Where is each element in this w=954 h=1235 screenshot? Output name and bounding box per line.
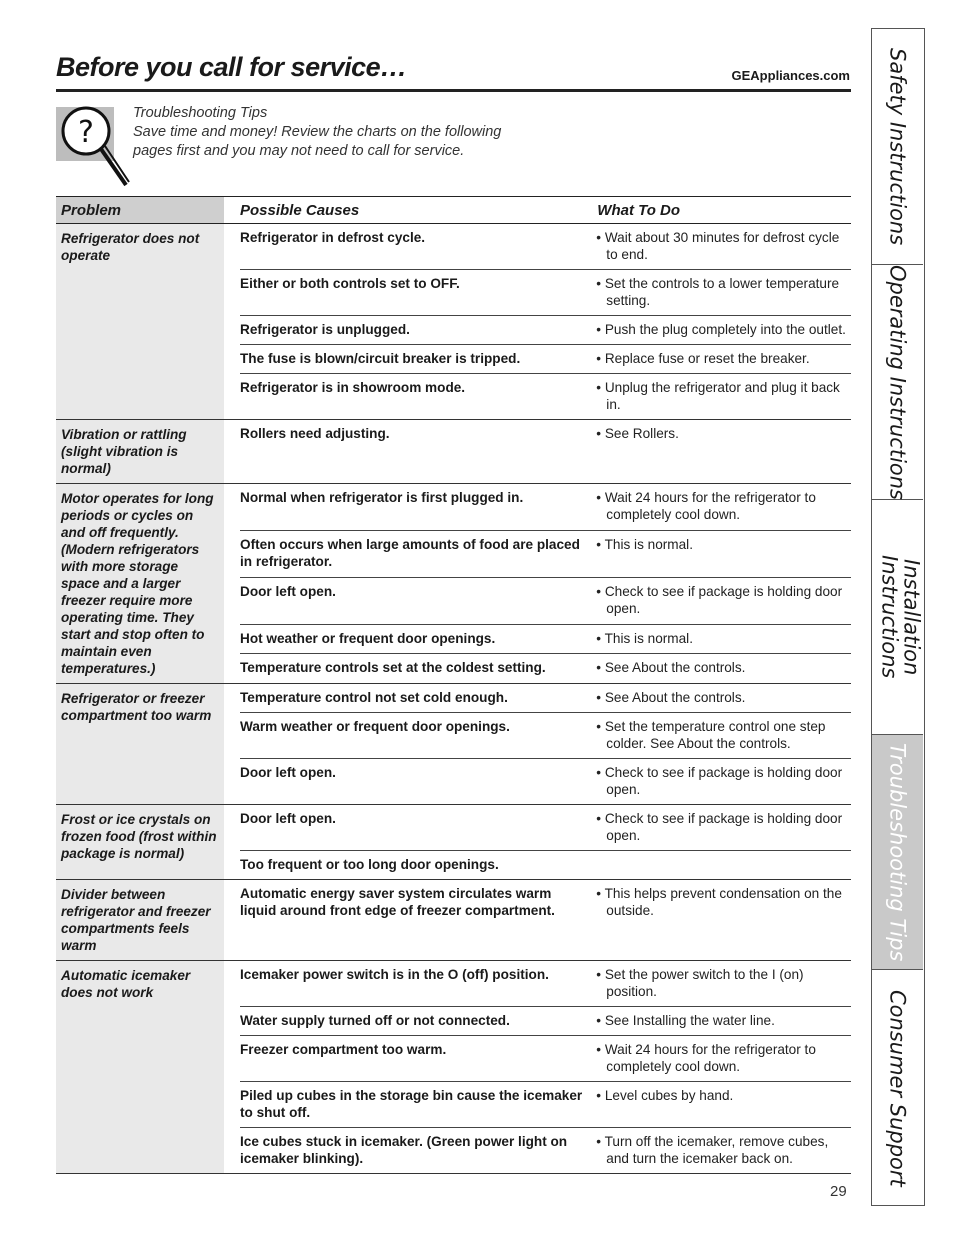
problem-cell: Refrigerator does not operate bbox=[56, 224, 224, 420]
cell-gap bbox=[224, 530, 240, 577]
cell-gap bbox=[224, 316, 240, 345]
cell-gap bbox=[224, 374, 240, 420]
cause-cell: Water supply turned off or not connected. bbox=[240, 1007, 592, 1036]
cell-gap bbox=[224, 961, 240, 1007]
cause-cell: Too frequent or too long door openings. bbox=[240, 851, 592, 880]
action-cell bbox=[592, 577, 851, 624]
cell-gap bbox=[224, 1128, 240, 1174]
page-number: 29 bbox=[830, 1183, 847, 1200]
cause-cell: Hot weather or frequent door openings. bbox=[240, 624, 592, 654]
cause-cell: Door left open. bbox=[240, 805, 592, 851]
action-text: • This helps prevent condensation on the outside. bbox=[596, 886, 842, 918]
header-what-to-do: What To Do bbox=[592, 197, 851, 224]
action-cell bbox=[592, 420, 851, 484]
tab-operating-instructions[interactable] bbox=[872, 265, 923, 500]
page-title: Before you call for service… bbox=[56, 52, 407, 82]
cause-cell: The fuse is blown/circuit breaker is tripped. bbox=[240, 345, 592, 374]
action-text: • Set the controls to a lower temperature setting. bbox=[596, 276, 840, 308]
problem-cell: Refrigerator or freezer compartment too warm bbox=[56, 684, 224, 805]
action-cell bbox=[592, 961, 851, 1007]
cause-cell: Refrigerator in defrost cycle. bbox=[240, 224, 592, 270]
table-row bbox=[56, 484, 851, 531]
cell-gap bbox=[224, 420, 240, 484]
cell-gap bbox=[224, 345, 240, 374]
tab-installation-instructions[interactable] bbox=[872, 500, 923, 735]
cell-gap bbox=[224, 880, 240, 961]
tab-label: Consumer Support bbox=[885, 989, 910, 1187]
action-cell bbox=[592, 713, 851, 759]
cause-cell: Freezer compartment too warm. bbox=[240, 1036, 592, 1082]
intro-text bbox=[133, 104, 501, 161]
cause-cell: Icemaker power switch is in the O (off) position. bbox=[240, 961, 592, 1007]
header-problem: Problem bbox=[56, 197, 224, 224]
cause-cell: Ice cubes stuck in icemaker. (Green power light on icemaker blinking). bbox=[240, 1128, 592, 1174]
table-row bbox=[56, 880, 851, 961]
tab-label: Installation Instructions bbox=[877, 555, 924, 679]
cause-cell: Temperature controls set at the coldest setting. bbox=[240, 654, 592, 684]
action-text: • Turn off the icemaker, remove cubes, and turn the icemaker back on. bbox=[596, 1134, 829, 1166]
table-row bbox=[56, 961, 851, 1007]
table-row bbox=[56, 805, 851, 851]
cause-cell: Often occurs when large amounts of food are placed in refrigerator. bbox=[240, 530, 592, 577]
table-row bbox=[56, 420, 851, 484]
cell-gap bbox=[224, 851, 240, 880]
tab-label: Safety Instructions bbox=[885, 47, 910, 246]
cause-cell: Door left open. bbox=[240, 577, 592, 624]
action-text: • Level cubes by hand. bbox=[596, 1088, 734, 1103]
action-cell bbox=[592, 530, 851, 577]
action-cell bbox=[592, 684, 851, 713]
action-cell bbox=[592, 654, 851, 684]
cell-gap bbox=[224, 1007, 240, 1036]
action-text: • This is normal. bbox=[596, 630, 693, 646]
cause-cell: Temperature control not set cold enough. bbox=[240, 684, 592, 713]
action-cell bbox=[592, 1128, 851, 1174]
cell-gap bbox=[224, 759, 240, 805]
cell-gap bbox=[224, 484, 240, 531]
title-rule bbox=[56, 89, 851, 92]
intro-line: Save time and money! Review the charts on the following bbox=[133, 124, 502, 140]
cell-gap bbox=[224, 713, 240, 759]
action-cell bbox=[592, 484, 851, 531]
problem-cell: Frost or ice crystals on frozen food (frost within package is normal) bbox=[56, 805, 224, 880]
action-text: • See About the controls. bbox=[596, 660, 746, 676]
action-text: • Push the plug completely into the outlet. bbox=[596, 322, 846, 337]
cause-cell: Door left open. bbox=[240, 759, 592, 805]
cause-cell: Refrigerator is unplugged. bbox=[240, 316, 592, 345]
intro-line: pages first and you may not need to call for service. bbox=[133, 143, 465, 159]
action-cell bbox=[592, 374, 851, 420]
intro-title: Troubleshooting Tips bbox=[133, 105, 268, 121]
action-text: • Set the power switch to the I (on) position. bbox=[596, 967, 804, 999]
cell-gap bbox=[224, 684, 240, 713]
tab-safety-instructions[interactable] bbox=[872, 29, 923, 265]
problem-cell: Divider between refrigerator and freezer compartments feels warm bbox=[56, 880, 224, 961]
cell-gap bbox=[224, 270, 240, 316]
action-cell bbox=[592, 345, 851, 374]
tab-consumer-support[interactable] bbox=[872, 970, 923, 1206]
cause-cell: Rollers need adjusting. bbox=[240, 420, 592, 484]
table-row bbox=[56, 684, 851, 713]
action-cell bbox=[592, 1036, 851, 1082]
action-cell bbox=[592, 270, 851, 316]
header-causes: Possible Causes bbox=[224, 197, 592, 224]
action-cell bbox=[592, 224, 851, 270]
action-text: • Replace fuse or reset the breaker. bbox=[596, 351, 810, 366]
action-text: • Check to see if package is holding door open. bbox=[596, 811, 843, 843]
cell-gap bbox=[224, 1036, 240, 1082]
action-cell bbox=[592, 1007, 851, 1036]
magnifier-question-icon bbox=[56, 103, 136, 189]
action-text: • This is normal. bbox=[596, 536, 693, 552]
cause-cell: Warm weather or frequent door openings. bbox=[240, 713, 592, 759]
troubleshooting-table bbox=[56, 196, 851, 1174]
action-text: • Wait about 30 minutes for defrost cycle to end. bbox=[596, 230, 840, 262]
table-row bbox=[56, 224, 851, 270]
tab-troubleshooting-tips[interactable] bbox=[872, 735, 923, 970]
action-text: • See About the controls. bbox=[596, 690, 746, 705]
tab-label: Troubleshooting Tips bbox=[885, 742, 910, 962]
problem-cell: Vibration or rattling (slight vibration is normal) bbox=[56, 420, 224, 484]
cause-cell: Automatic energy saver system circulates warm liquid around front edge of freezer compartment. bbox=[240, 880, 592, 961]
problem-cell: Automatic icemaker does not work bbox=[56, 961, 224, 1174]
action-cell bbox=[592, 316, 851, 345]
problem-cell: Motor operates for long periods or cycles on and off frequently. (Modern refrigerators with more storage space and a larger freezer require more operating time. They start and stop often to maintain even temperatures.) bbox=[56, 484, 224, 684]
action-text: • Unplug the refrigerator and plug it back in. bbox=[596, 380, 840, 412]
action-text: • Wait 24 hours for the refrigerator to completely cool down. bbox=[596, 490, 816, 522]
action-text: • Check to see if package is holding door open. bbox=[596, 765, 843, 797]
svg-text:?: ? bbox=[78, 115, 94, 150]
cell-gap bbox=[224, 624, 240, 654]
action-text: • Wait 24 hours for the refrigerator to completely cool down. bbox=[596, 1042, 816, 1074]
cause-cell: Refrigerator is in showroom mode. bbox=[240, 374, 592, 420]
action-text: • Check to see if package is holding door open. bbox=[596, 583, 843, 616]
section-tabs bbox=[871, 28, 925, 1206]
action-text: • Set the temperature control one step colder. See About the controls. bbox=[596, 719, 826, 751]
cell-gap bbox=[224, 1082, 240, 1128]
tab-label: Operating Instructions bbox=[885, 264, 910, 500]
action-cell bbox=[592, 851, 851, 880]
action-cell bbox=[592, 880, 851, 961]
cause-cell: Either or both controls set to OFF. bbox=[240, 270, 592, 316]
cell-gap bbox=[224, 805, 240, 851]
cell-gap bbox=[224, 654, 240, 684]
site-url[interactable]: GEAppliances.com bbox=[731, 68, 850, 83]
cell-gap bbox=[224, 577, 240, 624]
action-text: • See Installing the water line. bbox=[596, 1013, 775, 1028]
cause-cell: Piled up cubes in the storage bin cause the icemaker to shut off. bbox=[240, 1082, 592, 1128]
action-text: • See Rollers. bbox=[596, 426, 679, 441]
cause-cell: Normal when refrigerator is first plugged in. bbox=[240, 484, 592, 531]
action-cell bbox=[592, 1082, 851, 1128]
action-cell bbox=[592, 759, 851, 805]
cell-gap bbox=[224, 224, 240, 270]
action-cell bbox=[592, 805, 851, 851]
action-cell bbox=[592, 624, 851, 654]
